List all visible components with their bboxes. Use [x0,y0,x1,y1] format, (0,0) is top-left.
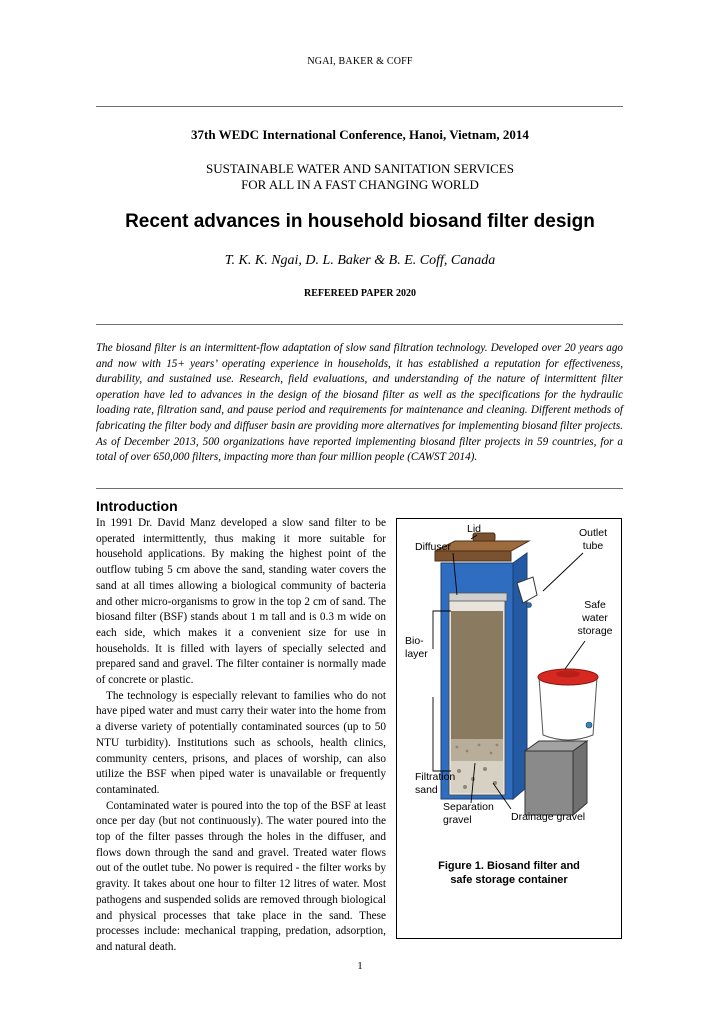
body-text [96,516,386,956]
storage-tap [586,722,592,728]
storage-bucket-cap [556,671,580,678]
separation-gravel-layer [451,739,503,761]
paragraph: The technology is especially relevant to families who do not have piped water and must carry their water into the home from a diverse variety of potentially contaminated sources (up to 50 NTU turbidity). Institutions such as schools, health clinics, community centers, prisons, and places of worship, can also utilize the BSF when piped water is unavailable or frequently contaminated. [96,689,386,796]
stand-side [573,741,587,815]
abstract-bottom-rule [96,488,623,489]
conference-theme [0,161,720,193]
label-safe-water-storage: Safe water storage [577,599,613,637]
section-heading-introduction: Introduction [96,498,178,514]
figure-caption [397,859,621,887]
stand-front [525,751,573,815]
abstract: The biosand filter is an intermittent-flow adaptation of slow sand filtration technology. Developed over 20 years ago and now with 15+ years’ operating experience in households, it has established a reputation for effectiveness, durability, and sustained use. Research, field evaluations, and understanding of the nature of intermittent filter operation have led to advances in the design of the biosand filter as well as the specifications for the hydraulic loading rate, filtration sand, and pause period and requirements for maintenance and cleaning. Different methods of fabricating the filter body and diffuser basin are providing more alternatives for implementing biosand filter projects. As of December 2013, 500 organizations have reported implementing biosand filter projects in 59 countries, for a total of over 650,000 filters, impacting more than four million people (CAWST 2014). [96,342,623,464]
theme-line-2: FOR ALL IN A FAST CHANGING WORLD [241,177,479,192]
label-filtration-sand: Filtration sand [415,771,456,796]
abstract-top-rule [96,324,623,325]
label-separation-gravel: Separation gravel [443,801,494,826]
label-outlet-tube: Outlet tube [578,527,607,552]
filtration-sand-layer [451,611,503,739]
label-biolayer: Bio-layer [405,635,428,660]
outlet-spout [527,603,532,608]
storage-bucket-body [539,677,597,740]
theme-line-1: SUSTAINABLE WATER AND SANITATION SERVICES [206,161,514,176]
caption-line-1: Figure 1. Biosand filter and [438,860,580,872]
page-number: 1 [357,960,363,972]
diffuser-plate [449,593,507,601]
paragraph: In 1991 Dr. David Manz developed a slow sand filter to be operated intermittently, thus making it more suitable for household applications. By making the highest point of the outflow tubing 5 cm above the sand, standing water covers the sand at all times allowing a biological community of bacteria and other micro-organisms to grow in the top 2 cm of sand. The biosand filter (BSF) stands about 1 m tall and is 0.3 m wide on each side, which makes it a convenient size for use in households. It is filled with layers of specially selected and prepared sand and gravel. The filter container is normally made of concrete or plastic. [96,517,386,687]
paragraph: Contaminated water is poured into the top of the BSF at least once per day (but not continuously). The water poured into the top of the filter passes through the holes in the diffuser, and flows down through the sand and gravel. Treated water flows out of the outlet tube. No power is required - the filter works by gravity. It takes about one hour to filter 12 litres of water. Most pathogens and suspended solids are removed through biological and physical processes that take place in the sand. These processes include: mechanical trapping, predation, adsorption, and natural death. [96,799,386,953]
conference-line: 37th WEDC International Conference, Hanoi, Vietnam, 2014 [191,127,529,142]
caption-line-2: safe storage container [450,874,568,886]
paper-authors: T. K. K. Ngai, D. L. Baker & B. E. Coff, Canada [224,253,496,268]
label-drainage-gravel: Drainage gravel [511,811,586,823]
figure-biosand-filter [396,518,622,939]
label-lid: Lid [467,523,482,535]
header-rule [96,106,623,107]
running-header: NGAI, BAKER & COFF [307,56,413,67]
paper-type: REFEREED PAPER 2020 [303,288,417,299]
paper-title: Recent advances in household biosand filter design [125,211,595,232]
label-diffuser: Diffuser [415,541,451,553]
